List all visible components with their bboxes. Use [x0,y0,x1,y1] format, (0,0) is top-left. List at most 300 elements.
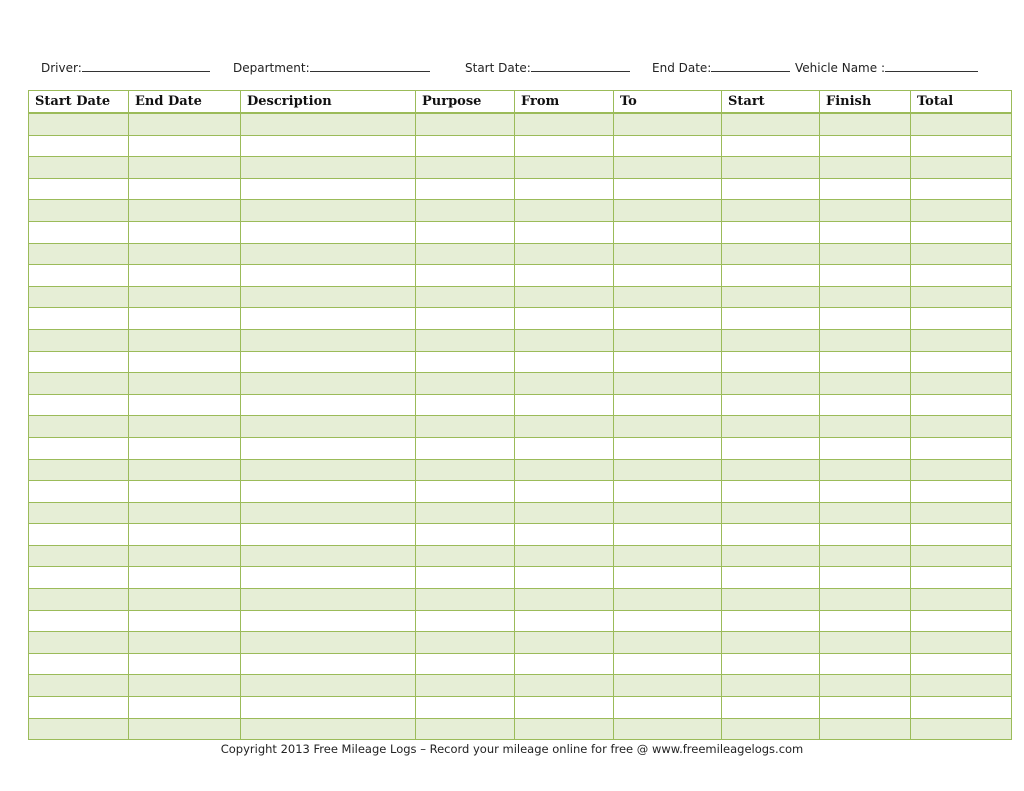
cell-end-date[interactable] [129,221,241,243]
cell-finish[interactable] [820,502,911,524]
column-header-end-date: End Date [129,91,241,114]
cell-finish[interactable] [820,243,911,265]
cell-total[interactable] [911,545,1012,567]
cell-finish[interactable] [820,113,911,135]
cell-to[interactable] [614,697,722,719]
cell-start-date[interactable] [29,437,129,459]
table-row [29,286,1012,308]
cell-finish[interactable] [820,221,911,243]
cell-end-date[interactable] [129,373,241,395]
cell-total[interactable] [911,567,1012,589]
cell-from[interactable] [515,221,614,243]
cell-to[interactable] [614,135,722,157]
cell-to[interactable] [614,459,722,481]
cell-to[interactable] [614,524,722,546]
cell-to[interactable] [614,416,722,438]
cell-finish[interactable] [820,459,911,481]
cell-finish[interactable] [820,265,911,287]
cell-description[interactable] [241,675,416,697]
cell-purpose[interactable] [416,157,515,179]
cell-end-date[interactable] [129,416,241,438]
cell-finish[interactable] [820,610,911,632]
cell-start[interactable] [722,545,820,567]
cell-from[interactable] [515,524,614,546]
cell-end-date[interactable] [129,632,241,654]
cell-finish[interactable] [820,157,911,179]
cell-from[interactable] [515,545,614,567]
cell-start[interactable] [722,178,820,200]
cell-from[interactable] [515,265,614,287]
cell-total[interactable] [911,157,1012,179]
cell-start[interactable] [722,416,820,438]
cell-start[interactable] [722,113,820,135]
table-row [29,675,1012,697]
department-blank-line[interactable] [310,59,430,72]
cell-start-date[interactable] [29,200,129,222]
cell-description[interactable] [241,265,416,287]
cell-end-date[interactable] [129,567,241,589]
cell-description[interactable] [241,135,416,157]
cell-from[interactable] [515,373,614,395]
cell-total[interactable] [911,481,1012,503]
cell-purpose[interactable] [416,610,515,632]
cell-end-date[interactable] [129,308,241,330]
cell-end-date[interactable] [129,437,241,459]
cell-start[interactable] [722,697,820,719]
cell-purpose[interactable] [416,286,515,308]
cell-from[interactable] [515,481,614,503]
cell-total[interactable] [911,200,1012,222]
cell-description[interactable] [241,502,416,524]
cell-total[interactable] [911,416,1012,438]
cell-start[interactable] [722,135,820,157]
table-row [29,502,1012,524]
cell-from[interactable] [515,437,614,459]
cell-from[interactable] [515,632,614,654]
cell-description[interactable] [241,459,416,481]
cell-description[interactable] [241,200,416,222]
column-header-start: Start [722,91,820,114]
cell-to[interactable] [614,632,722,654]
start-date-blank-line[interactable] [531,59,630,72]
cell-total[interactable] [911,373,1012,395]
cell-description[interactable] [241,394,416,416]
column-header-finish: Finish [820,91,911,114]
cell-finish[interactable] [820,351,911,373]
cell-purpose[interactable] [416,567,515,589]
cell-start[interactable] [722,373,820,395]
cell-to[interactable] [614,653,722,675]
table-row [29,394,1012,416]
cell-from[interactable] [515,697,614,719]
cell-end-date[interactable] [129,113,241,135]
cell-finish[interactable] [820,653,911,675]
vehicle-name-field[interactable] [795,59,978,76]
cell-from[interactable] [515,178,614,200]
cell-start[interactable] [722,675,820,697]
cell-from[interactable] [515,459,614,481]
cell-start[interactable] [722,351,820,373]
cell-to[interactable] [614,178,722,200]
cell-purpose[interactable] [416,135,515,157]
cell-start[interactable] [722,502,820,524]
cell-description[interactable] [241,351,416,373]
cell-to[interactable] [614,373,722,395]
table-row [29,481,1012,503]
cell-to[interactable] [614,545,722,567]
cell-purpose[interactable] [416,416,515,438]
cell-start-date[interactable] [29,416,129,438]
cell-finish[interactable] [820,545,911,567]
cell-to[interactable] [614,567,722,589]
cell-purpose[interactable] [416,351,515,373]
cell-end-date[interactable] [129,589,241,611]
cell-to[interactable] [614,221,722,243]
cell-start[interactable] [722,221,820,243]
cell-description[interactable] [241,481,416,503]
cell-start[interactable] [722,632,820,654]
cell-purpose[interactable] [416,675,515,697]
cell-description[interactable] [241,373,416,395]
cell-total[interactable] [911,221,1012,243]
cell-start[interactable] [722,653,820,675]
cell-purpose[interactable] [416,718,515,740]
cell-from[interactable] [515,113,614,135]
cell-finish[interactable] [820,718,911,740]
cell-to[interactable] [614,502,722,524]
department-field[interactable] [233,59,430,76]
table-row [29,243,1012,265]
cell-description[interactable] [241,178,416,200]
cell-end-date[interactable] [129,718,241,740]
cell-total[interactable] [911,178,1012,200]
cell-end-date[interactable] [129,394,241,416]
cell-from[interactable] [515,567,614,589]
cell-to[interactable] [614,610,722,632]
cell-start-date[interactable] [29,524,129,546]
cell-total[interactable] [911,243,1012,265]
cell-to[interactable] [614,481,722,503]
cell-from[interactable] [515,286,614,308]
cell-to[interactable] [614,718,722,740]
cell-total[interactable] [911,265,1012,287]
table-row [29,200,1012,222]
cell-from[interactable] [515,394,614,416]
cell-start-date[interactable] [29,286,129,308]
cell-purpose[interactable] [416,632,515,654]
cell-from[interactable] [515,675,614,697]
cell-start[interactable] [722,265,820,287]
cell-purpose[interactable] [416,243,515,265]
cell-from[interactable] [515,502,614,524]
cell-purpose[interactable] [416,200,515,222]
column-header-to: To [614,91,722,114]
cell-to[interactable] [614,113,722,135]
cell-description[interactable] [241,589,416,611]
cell-start-date[interactable] [29,265,129,287]
cell-end-date[interactable] [129,481,241,503]
cell-end-date[interactable] [129,545,241,567]
cell-description[interactable] [241,308,416,330]
cell-end-date[interactable] [129,653,241,675]
cell-purpose[interactable] [416,524,515,546]
cell-description[interactable] [241,718,416,740]
log-table-body [29,113,1012,740]
cell-start[interactable] [722,589,820,611]
cell-end-date[interactable] [129,610,241,632]
cell-start-date[interactable] [29,718,129,740]
table-row [29,351,1012,373]
cell-total[interactable] [911,135,1012,157]
table-row [29,610,1012,632]
end-date-field[interactable] [652,59,790,76]
cell-start-date[interactable] [29,243,129,265]
cell-start-date[interactable] [29,632,129,654]
cell-total[interactable] [911,610,1012,632]
end-date-label: End Date: [652,61,712,75]
cell-purpose[interactable] [416,265,515,287]
cell-start[interactable] [722,308,820,330]
cell-total[interactable] [911,632,1012,654]
cell-purpose[interactable] [416,373,515,395]
cell-start-date[interactable] [29,394,129,416]
cell-end-date[interactable] [129,178,241,200]
cell-purpose[interactable] [416,589,515,611]
cell-from[interactable] [515,589,614,611]
driver-field[interactable] [41,59,210,76]
cell-end-date[interactable] [129,200,241,222]
cell-finish[interactable] [820,394,911,416]
end-date-blank-line[interactable] [711,59,790,72]
cell-purpose[interactable] [416,178,515,200]
cell-end-date[interactable] [129,265,241,287]
cell-start-date[interactable] [29,481,129,503]
cell-end-date[interactable] [129,329,241,351]
cell-description[interactable] [241,437,416,459]
cell-start[interactable] [722,524,820,546]
cell-to[interactable] [614,157,722,179]
cell-total[interactable] [911,329,1012,351]
cell-finish[interactable] [820,437,911,459]
cell-total[interactable] [911,394,1012,416]
cell-finish[interactable] [820,416,911,438]
cell-total[interactable] [911,653,1012,675]
cell-start-date[interactable] [29,502,129,524]
cell-to[interactable] [614,308,722,330]
cell-start-date[interactable] [29,653,129,675]
cell-start-date[interactable] [29,157,129,179]
cell-description[interactable] [241,567,416,589]
cell-end-date[interactable] [129,243,241,265]
table-row [29,567,1012,589]
cell-start[interactable] [722,481,820,503]
cell-purpose[interactable] [416,394,515,416]
cell-end-date[interactable] [129,675,241,697]
cell-start[interactable] [722,394,820,416]
cell-from[interactable] [515,329,614,351]
cell-purpose[interactable] [416,481,515,503]
cell-to[interactable] [614,286,722,308]
cell-from[interactable] [515,157,614,179]
cell-end-date[interactable] [129,524,241,546]
cell-from[interactable] [515,653,614,675]
cell-end-date[interactable] [129,351,241,373]
cell-end-date[interactable] [129,502,241,524]
cell-finish[interactable] [820,589,911,611]
cell-finish[interactable] [820,135,911,157]
cell-total[interactable] [911,459,1012,481]
cell-from[interactable] [515,243,614,265]
cell-start[interactable] [722,157,820,179]
cell-description[interactable] [241,416,416,438]
cell-start-date[interactable] [29,135,129,157]
cell-to[interactable] [614,394,722,416]
cell-start[interactable] [722,567,820,589]
cell-start[interactable] [722,459,820,481]
cell-finish[interactable] [820,675,911,697]
cell-end-date[interactable] [129,157,241,179]
cell-description[interactable] [241,697,416,719]
cell-description[interactable] [241,157,416,179]
cell-finish[interactable] [820,329,911,351]
cell-start[interactable] [722,286,820,308]
cell-purpose[interactable] [416,697,515,719]
cell-start-date[interactable] [29,373,129,395]
cell-purpose[interactable] [416,545,515,567]
cell-total[interactable] [911,437,1012,459]
cell-start[interactable] [722,243,820,265]
cell-start[interactable] [722,610,820,632]
cell-to[interactable] [614,329,722,351]
cell-from[interactable] [515,135,614,157]
start-date-field[interactable] [465,59,630,76]
cell-total[interactable] [911,502,1012,524]
cell-start-date[interactable] [29,675,129,697]
table-row [29,416,1012,438]
cell-from[interactable] [515,200,614,222]
cell-start-date[interactable] [29,589,129,611]
cell-purpose[interactable] [416,437,515,459]
cell-end-date[interactable] [129,697,241,719]
cell-purpose[interactable] [416,308,515,330]
cell-to[interactable] [614,243,722,265]
cell-start[interactable] [722,718,820,740]
mileage-log-table [28,90,1012,740]
vehicle-name-blank-line[interactable] [885,59,978,72]
cell-total[interactable] [911,675,1012,697]
cell-description[interactable] [241,653,416,675]
table-row [29,157,1012,179]
cell-to[interactable] [614,265,722,287]
cell-to[interactable] [614,200,722,222]
cell-from[interactable] [515,308,614,330]
cell-finish[interactable] [820,481,911,503]
cell-purpose[interactable] [416,221,515,243]
table-row [29,697,1012,719]
cell-finish[interactable] [820,286,911,308]
cell-from[interactable] [515,718,614,740]
table-row [29,308,1012,330]
cell-to[interactable] [614,589,722,611]
cell-finish[interactable] [820,567,911,589]
cell-description[interactable] [241,545,416,567]
cell-purpose[interactable] [416,653,515,675]
cell-start-date[interactable] [29,113,129,135]
cell-description[interactable] [241,113,416,135]
cell-total[interactable] [911,718,1012,740]
cell-end-date[interactable] [129,135,241,157]
cell-start-date[interactable] [29,351,129,373]
cell-start-date[interactable] [29,610,129,632]
cell-purpose[interactable] [416,502,515,524]
cell-finish[interactable] [820,308,911,330]
cell-start-date[interactable] [29,545,129,567]
start-date-label: Start Date: [465,61,531,75]
cell-total[interactable] [911,697,1012,719]
driver-blank-line[interactable] [82,59,210,72]
cell-finish[interactable] [820,697,911,719]
cell-total[interactable] [911,286,1012,308]
table-row [29,178,1012,200]
cell-to[interactable] [614,351,722,373]
cell-description[interactable] [241,243,416,265]
cell-total[interactable] [911,524,1012,546]
cell-start-date[interactable] [29,329,129,351]
cell-finish[interactable] [820,632,911,654]
cell-description[interactable] [241,286,416,308]
cell-start[interactable] [722,329,820,351]
cell-to[interactable] [614,675,722,697]
cell-purpose[interactable] [416,329,515,351]
cell-finish[interactable] [820,200,911,222]
cell-to[interactable] [614,437,722,459]
cell-start-date[interactable] [29,308,129,330]
cell-purpose[interactable] [416,459,515,481]
column-header-description: Description [241,91,416,114]
cell-total[interactable] [911,589,1012,611]
cell-finish[interactable] [820,524,911,546]
cell-from[interactable] [515,610,614,632]
cell-description[interactable] [241,329,416,351]
table-header-row [29,91,1012,114]
cell-end-date[interactable] [129,286,241,308]
cell-start-date[interactable] [29,697,129,719]
cell-start-date[interactable] [29,178,129,200]
cell-description[interactable] [241,221,416,243]
cell-start[interactable] [722,437,820,459]
log-header-fields [0,59,1024,77]
table-row [29,113,1012,135]
cell-finish[interactable] [820,373,911,395]
cell-start-date[interactable] [29,567,129,589]
cell-total[interactable] [911,351,1012,373]
cell-from[interactable] [515,416,614,438]
cell-from[interactable] [515,351,614,373]
cell-total[interactable] [911,113,1012,135]
cell-finish[interactable] [820,178,911,200]
vehicle-name-label: Vehicle Name : [795,61,885,75]
cell-description[interactable] [241,524,416,546]
cell-total[interactable] [911,308,1012,330]
cell-purpose[interactable] [416,113,515,135]
cell-end-date[interactable] [129,459,241,481]
cell-start-date[interactable] [29,221,129,243]
cell-start[interactable] [722,200,820,222]
cell-start-date[interactable] [29,459,129,481]
cell-description[interactable] [241,610,416,632]
cell-description[interactable] [241,632,416,654]
department-label: Department: [233,61,310,75]
